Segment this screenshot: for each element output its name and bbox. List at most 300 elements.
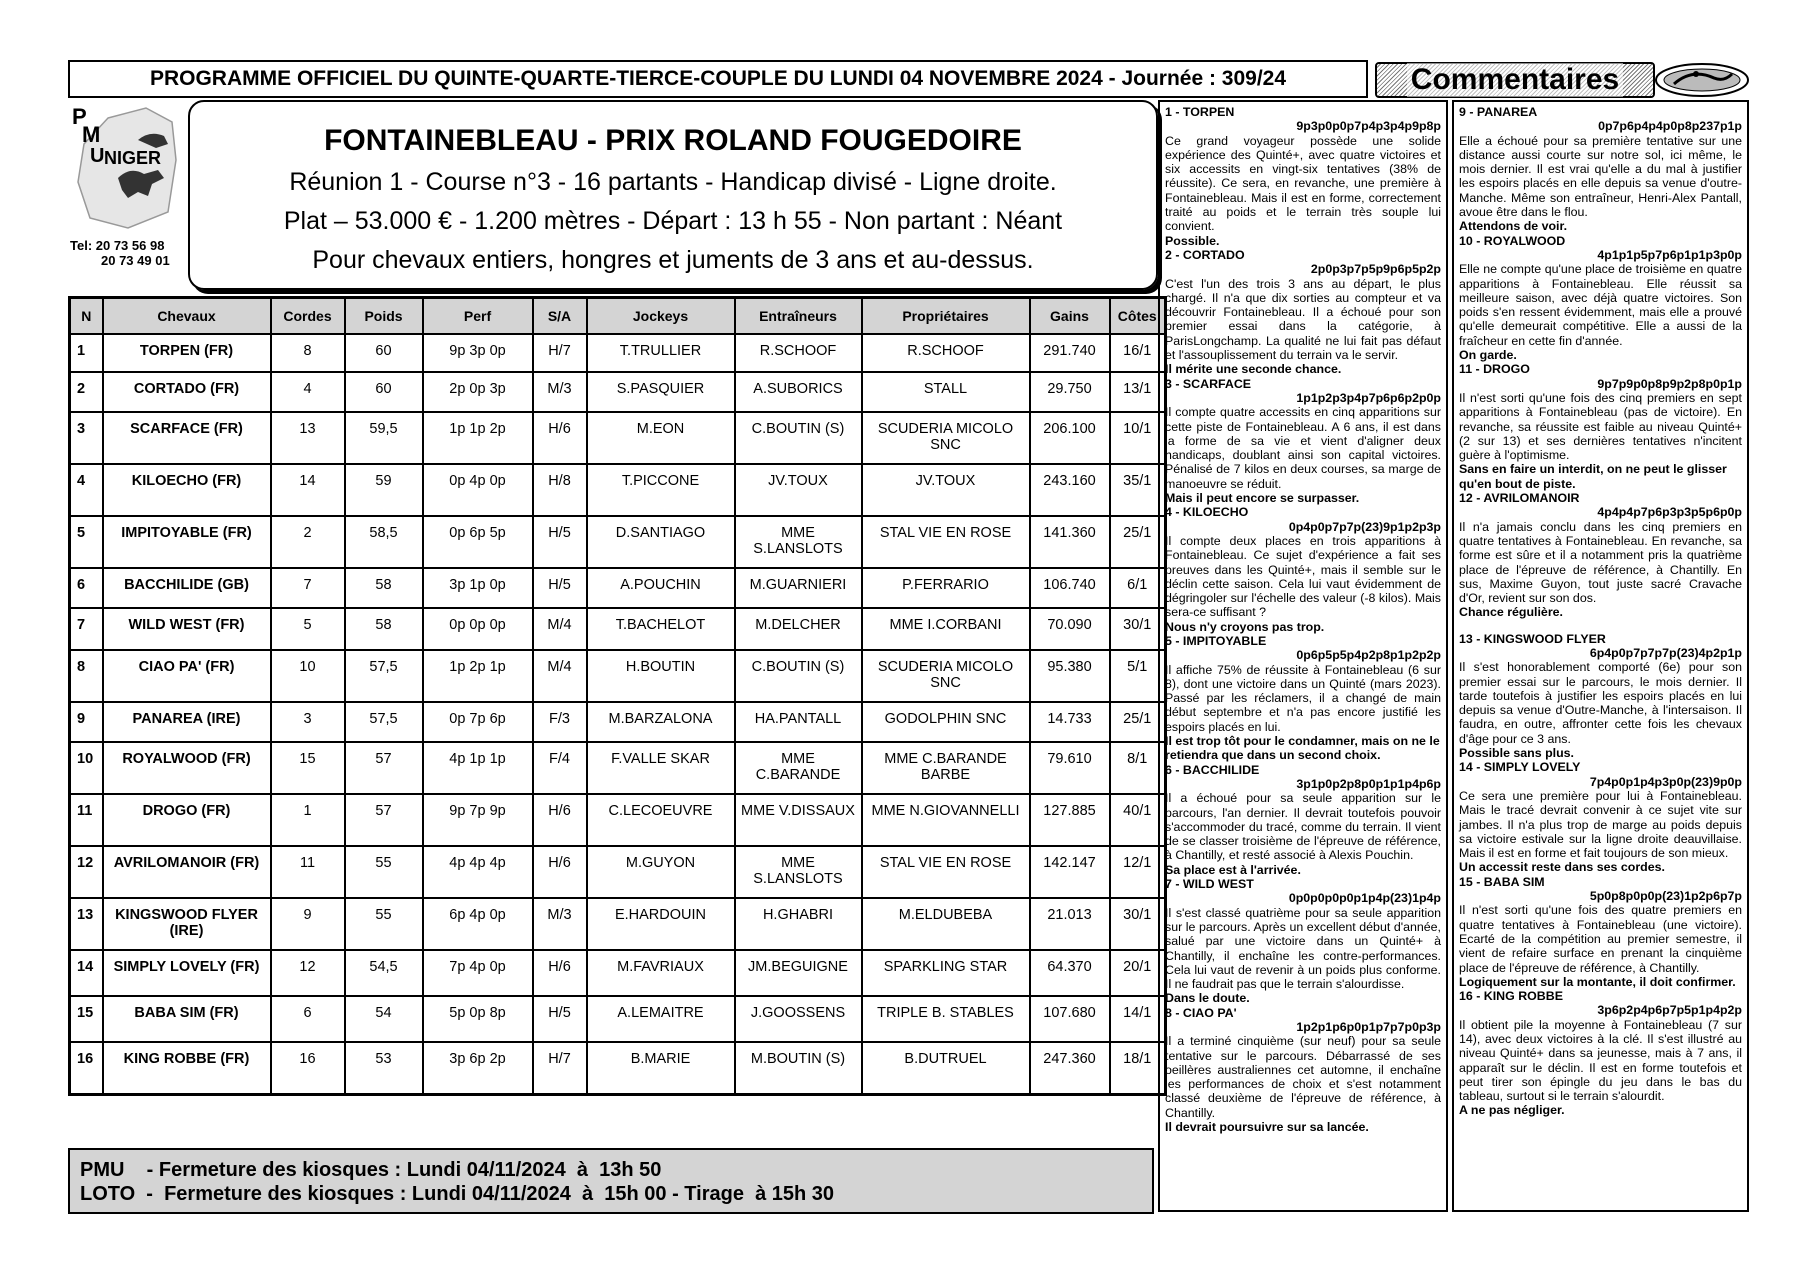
cell-gains: 70.090	[1030, 608, 1110, 650]
cell-poids: 59	[345, 464, 423, 516]
cell-owner: SCUDERIA MICOLO SNC	[862, 412, 1030, 464]
cell-horse: CIAO PA' (FR)	[103, 650, 271, 702]
cell-sa: M/4	[533, 650, 587, 702]
comment-horse-heading: 4 - KILOECHO	[1165, 505, 1249, 520]
cell-cordes: 2	[271, 516, 345, 568]
comment-form-string: 9p7p9p0p8p9p2p8p0p1p	[1597, 376, 1742, 391]
cell-odds: 5/1	[1110, 650, 1166, 702]
cell-horse: KING ROBBE (FR)	[103, 1042, 271, 1094]
cell-sa: F/3	[533, 702, 587, 742]
comment-item	[1459, 760, 1742, 874]
comment-item	[1459, 875, 1742, 989]
cell-jockey: F.VALLE SKAR	[587, 742, 735, 794]
cell-owner: P.FERRARIO	[862, 568, 1030, 608]
comment-verdict: Dans le doute.	[1165, 991, 1250, 1006]
cell-cordes: 5	[271, 608, 345, 650]
table-row	[70, 568, 1166, 608]
cell-perf: 0p 0p 0p	[423, 608, 533, 650]
comment-text: Ce sera une première pour lui à Fontainebleau. Mais le tracé devrait convenir à ce sujet vite sur jambes. Il n'a plus trop de marge au poids depuis sa victoire estivale sur la ligne droite deauvillaise. Mais il est en forme et fait toujours de son mieux.	[1459, 788, 1742, 861]
header-sa: S/A	[533, 298, 587, 335]
cell-horse: IMPITOYABLE (FR)	[103, 516, 271, 568]
cell-odds: 16/1	[1110, 334, 1166, 372]
cell-gains: 29.750	[1030, 372, 1110, 412]
comment-form-string: 0p6p5p5p4p2p8p1p2p2p	[1296, 648, 1441, 663]
cell-jockey: A.POUCHIN	[587, 568, 735, 608]
cell-cordes: 15	[271, 742, 345, 794]
cell-trainer: JM.BEGUIGNE	[735, 950, 862, 996]
cell-horse: CORTADO (FR)	[103, 372, 271, 412]
cell-poids: 60	[345, 334, 423, 372]
cell-owner: STAL VIE EN ROSE	[862, 846, 1030, 898]
cell-cordes: 7	[271, 568, 345, 608]
race-conditions: Réunion 1 - Course n°3 - 16 partants - Handicap divisé - Ligne droite.	[289, 168, 1057, 196]
cell-poids: 55	[345, 846, 423, 898]
cell-horse: KILOECHO (FR)	[103, 464, 271, 516]
svg-text:P: P	[72, 104, 87, 129]
commentaires-heading	[1375, 62, 1655, 98]
cell-horse: SIMPLY LOVELY (FR)	[103, 950, 271, 996]
cell-gains: 107.680	[1030, 996, 1110, 1042]
comment-horse-heading: 6 - BACCHILIDE	[1165, 762, 1260, 777]
comment-form-string: 0p7p6p4p4p0p8p237p1p	[1598, 119, 1742, 134]
comment-text: Elle ne compte qu'une place de troisième en quatre apparitions à Fontainebleau. Elle réussit sa meilleure saison, avec déjà quatre victoires. Son poids s'en ressent évidemment, mais elle a prouvé qu'elle demeurait compétitive. Elle a aussi de la fraîcheur en cette fin d'année.	[1459, 262, 1742, 348]
cell-gains: 79.610	[1030, 742, 1110, 794]
comment-verdict: Possible.	[1165, 233, 1220, 248]
cell-jockey: M.EON	[587, 412, 735, 464]
cell-n: 11	[70, 794, 103, 846]
cell-n: 9	[70, 702, 103, 742]
cell-perf: 0p 6p 5p	[423, 516, 533, 568]
cell-n: 16	[70, 1042, 103, 1094]
comment-horse-heading: 12 - AVRILOMANOIR	[1459, 491, 1580, 506]
cell-trainer: M.GUARNIERI	[735, 568, 862, 608]
cell-n: 12	[70, 846, 103, 898]
commentary-column-right	[1452, 100, 1749, 1212]
cell-sa: H/5	[533, 568, 587, 608]
comment-verdict: Sa place est à l'arrivée.	[1165, 862, 1301, 877]
cell-poids: 58	[345, 608, 423, 650]
cell-horse: KINGSWOOD FLYER (IRE)	[103, 898, 271, 950]
cell-jockey: T.TRULLIER	[587, 334, 735, 372]
header-horse: Chevaux	[103, 298, 271, 335]
svg-text:M: M	[82, 122, 101, 147]
cell-poids: 57,5	[345, 702, 423, 742]
cell-horse: ROYALWOOD (FR)	[103, 742, 271, 794]
svg-text:U: U	[90, 145, 105, 167]
comment-item	[1165, 377, 1441, 506]
cell-owner: MME C.BARANDE BARBE	[862, 742, 1030, 794]
cell-perf: 4p 4p 4p	[423, 846, 533, 898]
header-owner: Propriétaires	[862, 298, 1030, 335]
cell-owner: GODOLPHIN SNC	[862, 702, 1030, 742]
pmu-closing-line: PMU - Fermeture des kiosques : Lundi 04/11/2024 à 13h 50	[80, 1159, 662, 1181]
cell-gains: 14.733	[1030, 702, 1110, 742]
cell-poids: 59,5	[345, 412, 423, 464]
cell-odds: 35/1	[1110, 464, 1166, 516]
header-odds: Côtes	[1110, 298, 1166, 335]
comment-item	[1165, 105, 1441, 248]
cell-odds: 25/1	[1110, 702, 1166, 742]
comment-horse-heading: 7 - WILD WEST	[1165, 877, 1254, 892]
comment-form-string: 3p1p0p2p8p0p1p1p4p6p	[1296, 776, 1441, 791]
comment-text: Il affiche 75% de réussite à Fontainebleau (6 sur 8), dont une victoire dans un Quinté (mars 2023). Passé par les réclamers, il a changé de main début septembre et n'a pas encore justifié les espoirs placés en lui.	[1165, 662, 1441, 734]
loto-closing-line: LOTO - Fermeture des kiosques : Lundi 04/11/2024 à 15h 00 - Tirage à 15h 30	[80, 1183, 835, 1205]
table-row	[70, 412, 1166, 464]
comment-text: C'est l'un des trois 3 ans au départ, le plus chargé. Il n'a que dix sorties au compteur et va découvrir Fontainebleau. Il a échoué pour son premier essai dans la catégorie, à ParisLongchamp. La qualité ne lui fait pas défaut et l'assouplissement du terrain va le servir.	[1165, 276, 1441, 363]
cell-perf: 9p 7p 9p	[423, 794, 533, 846]
cell-jockey: H.BOUTIN	[587, 650, 735, 702]
cell-poids: 54	[345, 996, 423, 1042]
comment-form-string: 1p1p2p3p4p7p6p6p2p0p	[1296, 390, 1441, 405]
comment-item	[1459, 105, 1742, 234]
comment-verdict: Logiquement sur la montante, il doit confirmer.	[1459, 974, 1736, 989]
cell-gains: 141.360	[1030, 516, 1110, 568]
cell-odds: 40/1	[1110, 794, 1166, 846]
cell-cordes: 3	[271, 702, 345, 742]
comment-verdict: Attendons de voir.	[1459, 219, 1568, 234]
cell-horse: SCARFACE (FR)	[103, 412, 271, 464]
cell-horse: AVRILOMANOIR (FR)	[103, 846, 271, 898]
cell-sa: H/6	[533, 412, 587, 464]
comment-verdict: A ne pas négliger.	[1459, 1103, 1565, 1118]
cell-sa: H/7	[533, 334, 587, 372]
cell-n: 13	[70, 898, 103, 950]
cell-cordes: 12	[271, 950, 345, 996]
cell-jockey: B.MARIE	[587, 1042, 735, 1094]
comment-verdict: Il mérite une seconde chance.	[1165, 362, 1342, 377]
table-row	[70, 372, 1166, 412]
cell-odds: 18/1	[1110, 1042, 1166, 1094]
cell-owner: M.ELDUBEBA	[862, 898, 1030, 950]
cell-owner: JV.TOUX	[862, 464, 1030, 516]
cell-owner: TRIPLE B. STABLES	[862, 996, 1030, 1042]
cell-jockey: A.LEMAITRE	[587, 996, 735, 1042]
comment-item	[1165, 634, 1441, 763]
cell-gains: 291.740	[1030, 334, 1110, 372]
header-cordes: Cordes	[271, 298, 345, 335]
table-row	[70, 794, 1166, 846]
cell-perf: 3p 1p 0p	[423, 568, 533, 608]
cell-cordes: 11	[271, 846, 345, 898]
cell-trainer: MME C.BARANDE	[735, 742, 862, 794]
cell-owner: STALL	[862, 372, 1030, 412]
cell-sa: H/5	[533, 516, 587, 568]
cell-odds: 6/1	[1110, 568, 1166, 608]
comment-text: Elle a échoué pour sa première tentative sur une distance aussi courte sur notre sol, ici même, le mois dernier. Il est vrai qu'elle a du mal à justifier les espoirs placés en elle depuis sa venue d'outre-Manche. Même son entraîneur, Henri-Alex Pantall, avoue être dans le flou.	[1459, 133, 1742, 220]
cell-n: 15	[70, 996, 103, 1042]
cell-poids: 57	[345, 794, 423, 846]
cell-gains: 127.885	[1030, 794, 1110, 846]
comment-horse-heading: 9 - PANAREA	[1459, 105, 1538, 119]
cell-n: 3	[70, 412, 103, 464]
cell-gains: 64.370	[1030, 950, 1110, 996]
comment-horse-heading: 16 - KING ROBBE	[1459, 989, 1563, 1004]
cell-cordes: 13	[271, 412, 345, 464]
cell-n: 6	[70, 568, 103, 608]
cell-owner: SPARKLING STAR	[862, 950, 1030, 996]
cell-cordes: 9	[271, 898, 345, 950]
table-row	[70, 334, 1166, 372]
cell-n: 1	[70, 334, 103, 372]
cell-poids: 58,5	[345, 516, 423, 568]
comment-text: Il n'a jamais conclu dans les cinq premiers en quatre tentatives à Fontainebleau. En revanche, sa forme est sûre et il a notamment pris la quatrième place de l'épreuve de référence, à Chantilly. En sus, Maxime Guyon, tout juste sacré Cravache d'Or, revient sur son dos.	[1459, 519, 1742, 606]
comment-verdict: Un accessit reste dans ses cordes.	[1459, 860, 1665, 875]
pmu-horse-emblem-icon	[1652, 60, 1752, 100]
cell-sa: H/6	[533, 950, 587, 996]
comment-horse-heading: 5 - IMPITOYABLE	[1165, 633, 1267, 648]
comment-form-string: 6p4p0p7p7p7p(23)4p2p1p	[1589, 645, 1742, 660]
cell-jockey: M.FAVRIAUX	[587, 950, 735, 996]
cell-gains: 95.380	[1030, 650, 1110, 702]
cell-n: 4	[70, 464, 103, 516]
cell-poids: 57,5	[345, 650, 423, 702]
cell-gains: 243.160	[1030, 464, 1110, 516]
cell-n: 8	[70, 650, 103, 702]
comment-verdict: Possible sans plus.	[1459, 746, 1575, 761]
runners-table-body	[70, 334, 1166, 1094]
table-row	[70, 950, 1166, 996]
comment-text: Il s'est classé quatrième pour sa seule apparition sur le parcours. Après un excellent début d'année, salué par une victoire dans un Quinté+ à Chantilly, il enchaîne les contre-performances. Cela lui vaut de revenir à un poids plus conforme. Il ne faudrait pas que le terrain s'alourdisse.	[1165, 905, 1441, 992]
table-row	[70, 846, 1166, 898]
cell-trainer: HA.PANTALL	[735, 702, 862, 742]
cell-perf: 0p 4p 0p	[423, 464, 533, 516]
race-title: FONTAINEBLEAU - PRIX ROLAND FOUGEDOIRE	[324, 124, 1022, 157]
cell-cordes: 6	[271, 996, 345, 1042]
cell-trainer: M.BOUTIN (S)	[735, 1042, 862, 1094]
cell-trainer: C.BOUTIN (S)	[735, 650, 862, 702]
cell-jockey: M.GUYON	[587, 846, 735, 898]
cell-poids: 54,5	[345, 950, 423, 996]
cell-poids: 53	[345, 1042, 423, 1094]
cell-owner: SCUDERIA MICOLO SNC	[862, 650, 1030, 702]
comment-verdict: Nous n'y croyons pas trop.	[1165, 619, 1325, 634]
cell-perf: 7p 4p 0p	[423, 950, 533, 996]
cell-poids: 57	[345, 742, 423, 794]
comment-item	[1459, 632, 1742, 761]
header-perf: Perf	[423, 298, 533, 335]
cell-odds: 8/1	[1110, 742, 1166, 794]
cell-horse: TORPEN (FR)	[103, 334, 271, 372]
program-title: PROGRAMME OFFICIEL DU QUINTE-QUARTE-TIERCE-COUPLE DU LUNDI 04 NOVEMBRE 2024 - Journée : 309/24	[68, 60, 1368, 98]
cell-horse: PANAREA (IRE)	[103, 702, 271, 742]
cell-jockey: M.BARZALONA	[587, 702, 735, 742]
cell-owner: STAL VIE EN ROSE	[862, 516, 1030, 568]
cell-odds: 30/1	[1110, 898, 1166, 950]
cell-odds: 20/1	[1110, 950, 1166, 996]
table-row	[70, 702, 1166, 742]
header-poids: Poids	[345, 298, 423, 335]
comment-verdict: Chance régulière.	[1459, 605, 1563, 620]
cell-perf: 0p 7p 6p	[423, 702, 533, 742]
cell-perf: 1p 2p 1p	[423, 650, 533, 702]
comment-item	[1165, 1006, 1441, 1135]
cell-cordes: 16	[271, 1042, 345, 1094]
cell-perf: 4p 1p 1p	[423, 742, 533, 794]
table-row	[70, 516, 1166, 568]
race-info-box	[188, 100, 1158, 290]
pmu-niger-logo	[68, 100, 183, 235]
cell-poids: 60	[345, 372, 423, 412]
cell-trainer: MME S.LANSLOTS	[735, 516, 862, 568]
cell-n: 5	[70, 516, 103, 568]
cell-gains: 106.740	[1030, 568, 1110, 608]
cell-sa: H/8	[533, 464, 587, 516]
cell-owner: MME I.CORBANI	[862, 608, 1030, 650]
comment-text: Il compte quatre accessits en cinq apparitions sur cette piste de Fontainebleau. A 6 ans, il est dans la forme de sa vie et vient d'aligner deux handicaps, doublant ainsi son capital victoires. Pénalisé de 7 kilos en deux courses, sa marge de manoeuvre se réduit.	[1165, 405, 1441, 491]
cell-perf: 5p 0p 8p	[423, 996, 533, 1042]
cell-poids: 55	[345, 898, 423, 950]
cell-sa: M/3	[533, 372, 587, 412]
comment-horse-heading: 3 - SCARFACE	[1165, 376, 1252, 391]
header-n: N	[70, 298, 103, 335]
cell-odds: 12/1	[1110, 846, 1166, 898]
cell-sa: M/3	[533, 898, 587, 950]
race-details: Plat – 53.000 € - 1.200 mètres - Départ : 13 h 55 - Non partant : Néant	[283, 207, 1063, 235]
table-row	[70, 1042, 1166, 1094]
cell-trainer: R.SCHOOF	[735, 334, 862, 372]
comment-item	[1459, 491, 1742, 620]
header-trainer: Entraîneurs	[735, 298, 862, 335]
cell-sa: H/6	[533, 846, 587, 898]
cell-sa: H/5	[533, 996, 587, 1042]
telephone-numbers	[70, 238, 180, 268]
cell-owner: R.SCHOOF	[862, 334, 1030, 372]
comment-item	[1165, 763, 1441, 877]
cell-cordes: 14	[271, 464, 345, 516]
cell-owner: MME N.GIOVANNELLI	[862, 794, 1030, 846]
commentary-column-left	[1158, 100, 1448, 1212]
comment-verdict: On garde.	[1459, 348, 1517, 363]
cell-trainer: C.BOUTIN (S)	[735, 412, 862, 464]
comment-item	[1165, 505, 1441, 634]
comment-form-string: 7p4p0p1p4p3p0p(23)9p0p	[1589, 774, 1742, 789]
comment-form-string: 5p0p8p0p0p(23)1p2p6p7p	[1589, 889, 1742, 904]
comment-horse-heading: 15 - BABA SIM	[1459, 874, 1545, 889]
cell-gains: 21.013	[1030, 898, 1110, 950]
comment-form-string: 4p4p4p7p6p3p3p5p6p0p	[1597, 505, 1742, 520]
cell-horse: BABA SIM (FR)	[103, 996, 271, 1042]
cell-odds: 30/1	[1110, 608, 1166, 650]
runners-table	[68, 296, 1167, 1096]
comment-horse-heading: 2 - CORTADO	[1165, 247, 1245, 262]
comment-text: Il a échoué pour sa seule apparition sur le parcours, l'an dernier. Il devrait toutefois pouvoir s'accommoder du tracé, comme du terrain. Il vient de se classer troisième de l'épreuve de référence, à Chantilly, et resté associé à Alexis Pouchin.	[1165, 791, 1441, 863]
comment-form-string: 0p0p0p0p0p1p4p(23)1p4p	[1288, 891, 1441, 906]
comment-form-string: 0p4p0p7p7p(23)9p1p2p3p	[1288, 519, 1441, 534]
cell-sa: F/4	[533, 742, 587, 794]
comment-horse-heading: 1 - TORPEN	[1165, 105, 1235, 119]
cell-cordes: 1	[271, 794, 345, 846]
cell-odds: 10/1	[1110, 412, 1166, 464]
comment-text: Il n'est sorti qu'une fois des quatre premiers en quatre tentatives à Fontainebleau (une victoire). Ecarté de la compétition au premier semestre, il vient de refaire surface en prenant la cinquième place de l'épreuve de référence, à Chantilly.	[1459, 903, 1742, 975]
cell-jockey: S.PASQUIER	[587, 372, 735, 412]
cell-gains: 142.147	[1030, 846, 1110, 898]
comment-text: Il compte deux places en trois apparitions à Fontainebleau. Ce sujet d'expérience a fait ses preuves dans les Quinté+, mais il semble sur le déclin cette saison. Cela lui vaut évidemment de dégringoler sur l'échelle des valeur (-8 kilos). Mais sera-ce suffisant ?	[1165, 533, 1441, 620]
comment-form-string: 2p0p3p7p5p9p6p5p2p	[1310, 262, 1441, 277]
cell-trainer: J.GOOSSENS	[735, 996, 862, 1042]
cell-sa: M/4	[533, 608, 587, 650]
header-jockey: Jockeys	[587, 298, 735, 335]
svg-text:NIGER: NIGER	[104, 148, 162, 168]
table-header-row	[70, 298, 1166, 335]
cell-owner: B.DUTRUEL	[862, 1042, 1030, 1094]
comment-verdict: Il est trop tôt pour le condamner, mais on ne le retiendra que dans un second choix.	[1165, 734, 1440, 763]
cell-perf: 1p 1p 2p	[423, 412, 533, 464]
telephone-1: Tel: 20 73 56 98	[70, 238, 165, 253]
comment-item	[1459, 989, 1742, 1118]
cell-jockey: T.BACHELOT	[587, 608, 735, 650]
cell-odds: 14/1	[1110, 996, 1166, 1042]
cell-trainer: A.SUBORICS	[735, 372, 862, 412]
cell-jockey: T.PICCONE	[587, 464, 735, 516]
comment-horse-heading: 10 - ROYALWOOD	[1459, 233, 1566, 248]
comment-form-string: 1p2p1p6p0p1p7p7p0p3p	[1296, 1020, 1441, 1034]
comment-text: Il n'est sorti qu'une fois des cinq premiers en sept apparitions à Fontainebleau (pas de victoire). En revanche, sa réussite est faible au niveau Quinté+ (2 sur 13) et ses dernières tentatives n'incitent guère à l'optimisme.	[1459, 390, 1742, 463]
comment-horse-heading: 13 - KINGSWOOD FLYER	[1459, 631, 1606, 646]
cell-trainer: MME S.LANSLOTS	[735, 846, 862, 898]
cell-gains: 206.100	[1030, 412, 1110, 464]
cell-horse: DROGO (FR)	[103, 794, 271, 846]
table-row	[70, 742, 1166, 794]
comment-item	[1165, 877, 1441, 1006]
table-row	[70, 996, 1166, 1042]
comment-horse-heading: 8 - CIAO PA'	[1165, 1005, 1237, 1020]
table-row	[70, 650, 1166, 702]
header-gains: Gains	[1030, 298, 1110, 335]
comment-form-string: 9p3p0p0p7p4p3p4p9p8p	[1296, 119, 1441, 134]
comment-horse-heading: 11 - DROGO	[1459, 362, 1530, 377]
cell-sa: H/7	[533, 1042, 587, 1094]
cell-odds: 13/1	[1110, 372, 1166, 412]
cell-gains: 247.360	[1030, 1042, 1110, 1094]
comment-text: Il obtient pile la moyenne à Fontainebleau (7 sur 14), avec deux victoires à la clé. Il s'est illustré au niveau Quinté+ dans sa jeunesse, mais à 7 ans, il apparaît sur le déclin. Il est en forme toutefois et peut tirer son épingle du jeu dans le bas du tableau, surtout si le terrain s'alourdit.	[1459, 1017, 1742, 1104]
telephone-2: 20 73 49 01	[101, 253, 170, 268]
closing-times-footer	[68, 1148, 1154, 1214]
cell-sa: H/6	[533, 794, 587, 846]
comment-item	[1165, 248, 1441, 377]
cell-trainer: JV.TOUX	[735, 464, 862, 516]
cell-horse: BACCHILIDE (GB)	[103, 568, 271, 608]
table-row	[70, 608, 1166, 650]
cell-n: 2	[70, 372, 103, 412]
comment-text: Il a terminé cinquième (sur neuf) pour sa seule tentative sur le parcours. Débarrassé de ses oeillères australiennes cet automne, il enchaîne les performances de choix et s'est notamment classé deuxième de l'épreuve de référence, à Chantilly.	[1165, 1034, 1441, 1120]
race-eligibility: Pour chevaux entiers, hongres et juments de 3 ans et au-dessus.	[312, 246, 1034, 274]
cell-trainer: M.DELCHER	[735, 608, 862, 650]
comment-verdict: Sans en faire un interdit, on ne peut le glisser qu'en bout de piste.	[1459, 462, 1727, 491]
comment-verdict: Il devrait poursuivre sur sa lancée.	[1165, 1120, 1369, 1135]
cell-n: 10	[70, 742, 103, 794]
cell-jockey: C.LECOEUVRE	[587, 794, 735, 846]
cell-perf: 9p 3p 0p	[423, 334, 533, 372]
cell-perf: 3p 6p 2p	[423, 1042, 533, 1094]
cell-n: 14	[70, 950, 103, 996]
cell-odds: 25/1	[1110, 516, 1166, 568]
comment-form-string: 3p6p2p4p6p7p5p1p4p2p	[1597, 1003, 1742, 1018]
cell-trainer: MME V.DISSAUX	[735, 794, 862, 846]
cell-horse: WILD WEST (FR)	[103, 608, 271, 650]
cell-cordes: 4	[271, 372, 345, 412]
comment-form-string: 4p1p1p5p7p6p1p1p3p0p	[1597, 247, 1742, 262]
cell-cordes: 8	[271, 334, 345, 372]
comment-item	[1459, 362, 1742, 491]
cell-perf: 2p 0p 3p	[423, 372, 533, 412]
cell-trainer: H.GHABRI	[735, 898, 862, 950]
table-row	[70, 464, 1166, 516]
commentaires-label: Commentaires	[1407, 63, 1623, 97]
cell-jockey: D.SANTIAGO	[587, 516, 735, 568]
cell-jockey: E.HARDOUIN	[587, 898, 735, 950]
cell-n: 7	[70, 608, 103, 650]
cell-poids: 58	[345, 568, 423, 608]
